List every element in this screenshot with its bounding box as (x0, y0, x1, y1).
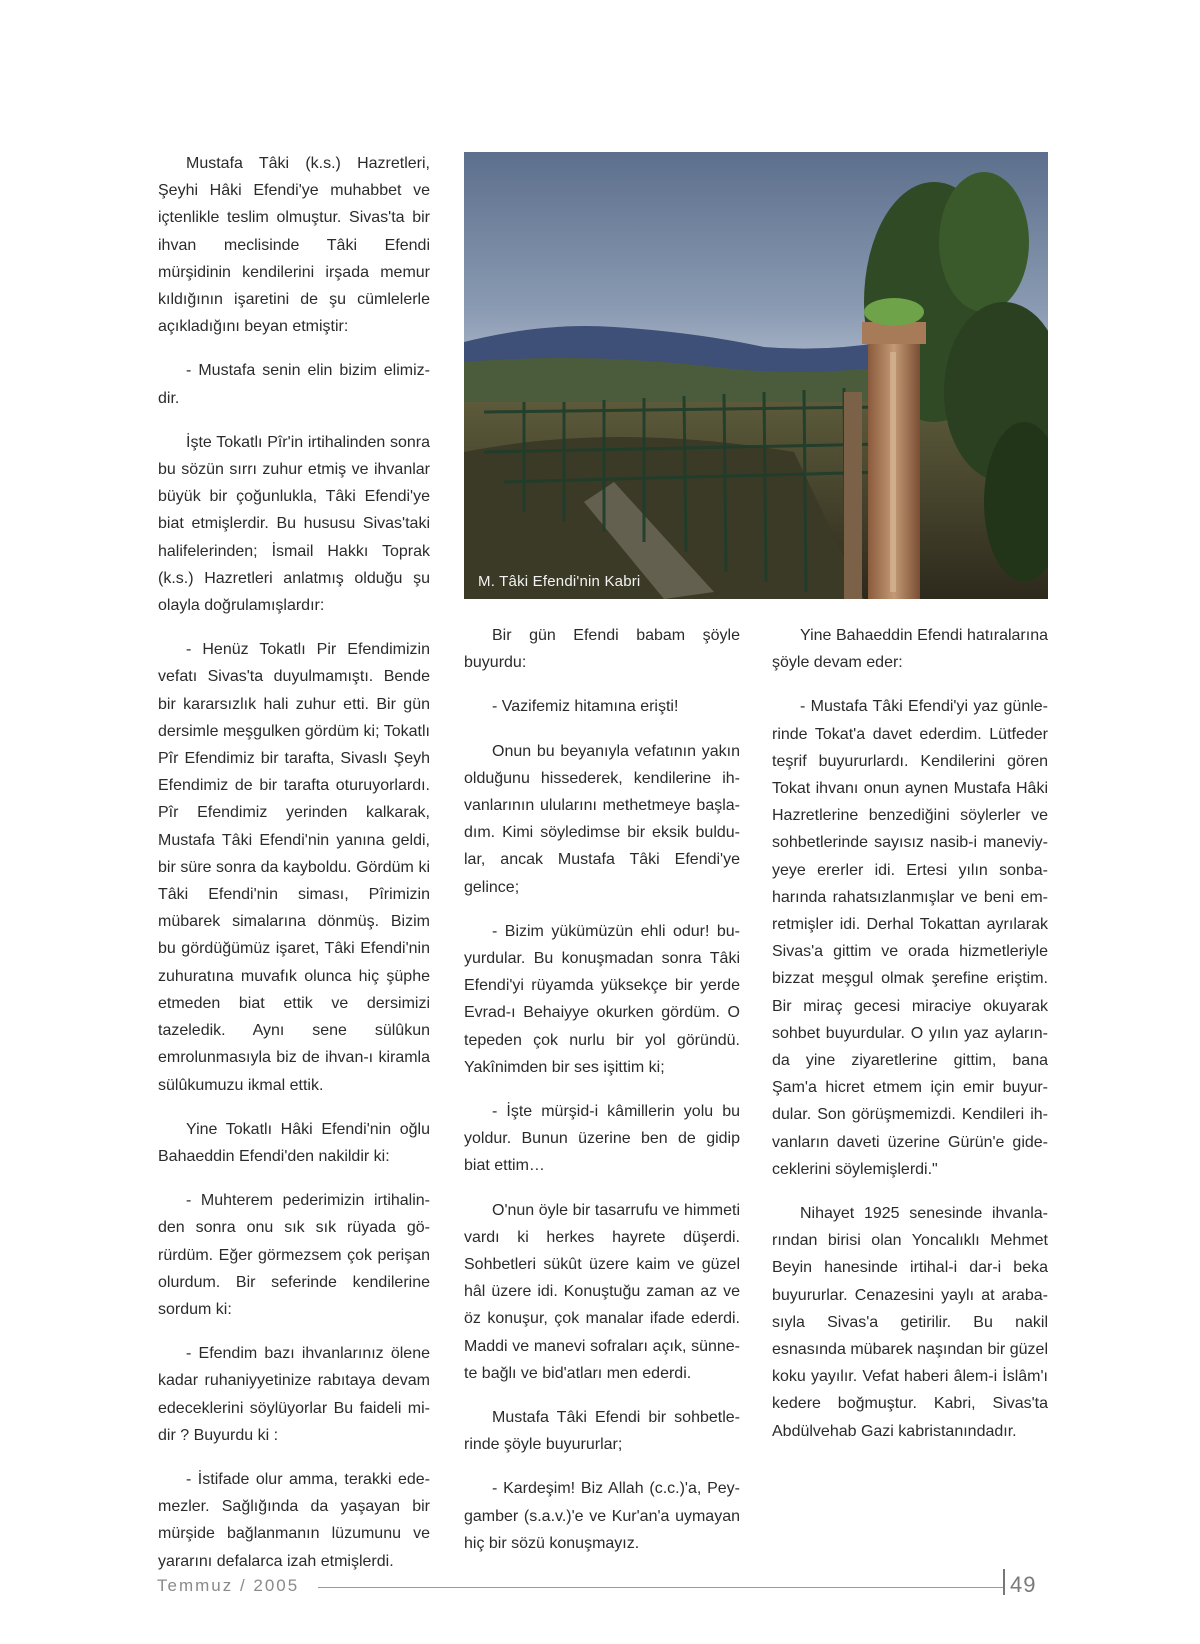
page-number: 49 (1010, 1572, 1037, 1597)
paragraph: - İstifade olur amma, terakki edemezler. Sağlığında da yaşayan bir mürşide bağlanmanın lüzumunu ve yararını defalarca izah etmişlerdi. (158, 1470, 430, 1570)
paragraph: Bir gün Efendi babam şöyle buyurdu: (464, 627, 740, 672)
photo-caption: M. Tâki Efendi'nin Kabri (478, 573, 641, 590)
footer-separator (1003, 1569, 1005, 1595)
paragraph: - Mustafa senin elin bizim elimizdir. (158, 362, 430, 407)
paragraph: Nihayet 1925 senesinde ihvanlarından birisi olan Yoncalıklı Mehmet Beyin hanesinde irtihal-i dar-i beka buyururlar. Cenazesini yaylı at arabasıyla Sivas'a getirilir. Bu nakil esnasında mübarek naşından bir güzel koku yayılır. Vefat haberi âlem-i İslâm'ı kedere boğmuştur. Kabri, Sivas'ta Abdülvehab Gazi kabristanındadır. (772, 1205, 1048, 1440)
paragraph: Mustafa Tâki (k.s.) Hazretleri, Şeyhi Hâki Efendi'ye muhabbet ve içtenlikle teslim olmuştur. Sivas'ta bir ihvan meclisinde Tâki Efendi mürşidinin kendilerini irşada memur kıldığının işaretini de şu cümlelerle açıkladığını beyan etmiştir: (158, 155, 430, 336)
tomb-photo (464, 152, 1048, 599)
paragraph: - Bizim yükümüzün ehli odur! buyurdular. Bu konuşmadan sonra Tâki Efendi'yi rüyamda yüksekçe bir yerde Evrad-ı Behaiyye okurken gördüm. O tepeden çok nurlu bir yol göründü. Yakînimden bir ses işittim ki; (464, 922, 740, 1076)
paragraph: Onun bu beyanıyla vefatının yakın olduğunu hissederek, kendilerine ihvanlarının ulularını methetmeye başladım. Kimi söyledimse bir eksik buldular, ancak Mustafa Tâki Efendi'ye gelince; (464, 742, 740, 896)
paragraph: - İşte mürşid-i kâmillerin yolu bu yoldur. Bunun üzerine ben de gidip biat ettim… (464, 1103, 740, 1175)
paragraph: - Vazifemiz hitamına erişti! (492, 698, 679, 716)
paragraph: O'nun öyle bir tasarrufu ve himmeti vardı ki herkes hayrete düşerdi. Sohbetleri sükût üzere kaim ve güzel hâl üzere idi. Konuştuğu zaman az ve öz konuşur, çok manalar ifade ederdi. Maddi ve manevi sofraları açık, sünnete bağlı ve bid'atları men ederdi. (464, 1201, 740, 1382)
tomb-photo-illustration (464, 152, 1048, 599)
paragraph: Yine Bahaeddin Efendi hatıralarına şöyle devam eder: (772, 627, 1048, 672)
paragraph: - Kardeşim! Biz Allah (c.c.)'a, Peygamber (s.a.v.)'e ve Kur'an'a uymayan hiç bir sözü konuşmayız. (464, 1480, 740, 1552)
paragraph: Yine Tokatlı Hâki Efendi'nin oğlu Bahaeddin Efendi'den nakildir ki: (158, 1120, 430, 1165)
text-column-2 (464, 622, 740, 1574)
paragraph: İşte Tokatlı Pîr'in irtihalinden sonra bu sözün sırrı zuhur etmiş ve ihvanlar büyük bir çoğunlukla, Tâki Efendi'ye biat etmişlerdir. Bu hususu Sivas'taki halifelerinden; İsmail Hakkı Toprak (k.s.) Hazretleri anlatmış olduğu şu olayla doğrulamışlardır: (158, 433, 430, 615)
paragraph: - Muhterem pederimizin irtihalinden sonra onu sık sık rüyada görürdüm. Eğer görmezsem çok perişan olurdum. Bir seferinde kendilerine sordum ki: (158, 1192, 430, 1318)
footer-rule (318, 1587, 1003, 1588)
paragraph: - Mustafa Tâki Efendi'yi yaz günlerinde Tokat'a davet ederdim. Lütfeder teşrif buyururlardı. Kendilerini gören Tokat ihvanı onun aynen Mustafa Hâki Hazretlerine benzediğini söylerler ve sohbetlerinde sayısız nasib-i maneviyyeye ererler idi. Ertesi yılın sonbaharında rahatsızlanmışlar ve beni emretmişler idi. Derhal Tokattan ayrılarak Sivas'a gittim ve orada hizmetleriyle bizzat meşgul olmak şerefine eriştim. Bir miraç gecesi miraciye okuyarak sohbet buyurdular. O yılın yaz aylarında yine ziyaretlerine gittim, bana Şam'a hicret etmem için emir buyurdular. Son görüşmemizdi. Kendileri ihvanların daveti üzerine Gürün'e gideceklerini söylemişlerdi." (772, 698, 1048, 1178)
paragraph: Mustafa Tâki Efendi bir sohbetlerinde şöyle buyururlar; (464, 1409, 740, 1454)
paragraph: - Henüz Tokatlı Pir Efendimizin vefatı Sivas'ta duyulmamıştı. Bende bir kararsızlık hali zuhur etti. Bir gün dersimle meşgulken gördüm ki; Tokatlı Pîr Efendimiz bir tarafta, Sivaslı Şeyh Efendimiz de bir tarafta oturuyorlardı. Pîr Efendimiz yerinden kalkarak, Mustafa Tâki Efendi'nin yanına geldi, bir süre sonra da kayboldu. Gördüm ki Tâki Efendi'nin siması, Pîrimizin mübarek simalarına dönmüş. Bizim bu gördüğümüz işaret, Tâki Efendi'nin zuhuratına muvafık olunca hiç şüphe etmeden biat ettik ve dersimizi tazeledik. Aynı sene sülûkun emrolunmasıyla biz de ihvan-ı kiramla sülûkumuzu ikmal ettik. (158, 641, 430, 1094)
paragraph: - Efendim bazı ihvanlarınız ölene kadar ruhaniyyetinize rabıtaya devam edeceklerini söylüyorlar Bu faideli midir ? Buyurdu ki : (158, 1345, 430, 1444)
footer-date: Temmuz / 2005 (157, 1576, 300, 1595)
text-column-3 (772, 622, 1048, 1462)
text-column-1 (158, 150, 430, 1592)
